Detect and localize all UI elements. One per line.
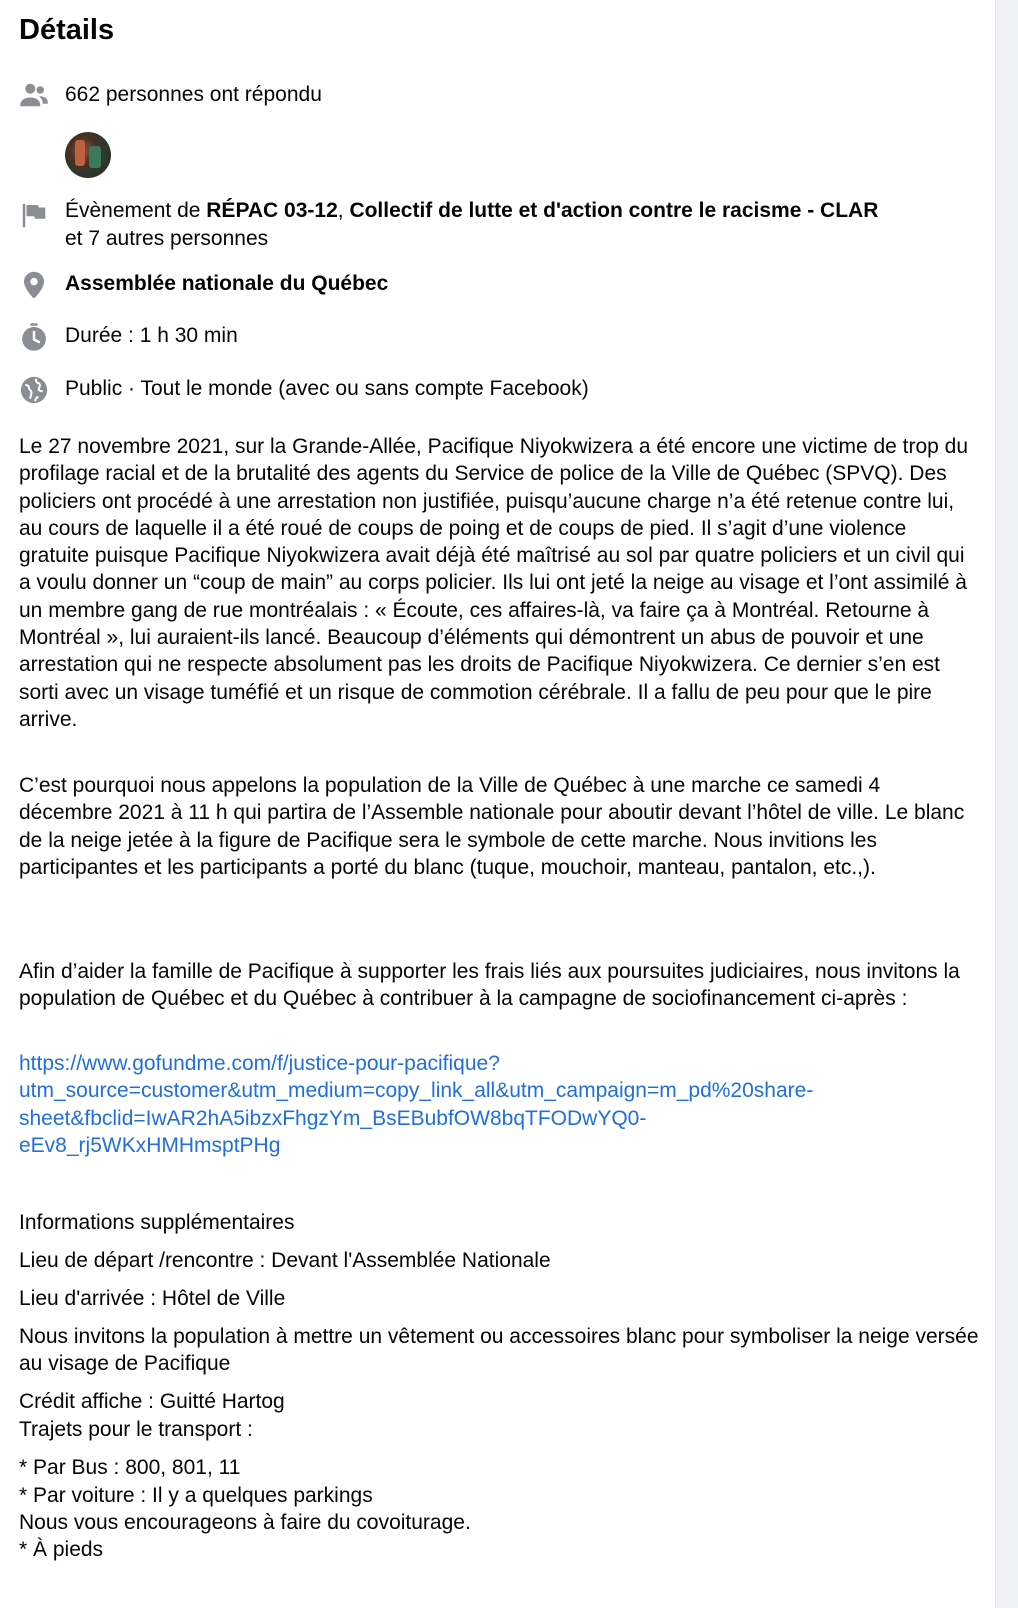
- description-paragraph-1: Le 27 novembre 2021, sur la Grande-Allée, Pacifique Niyokwizera a été encore une victime de trop du profilage racial et de la brutalité des agents du Service de police de la Ville de Québec (SPVQ). Des policiers ont procédé à une arrestation non justifiée, puisqu’aucune charge n’a été retenue contre lui, au cours de laquelle il a été roué de coups de poing et de coups de pied. Il s’agit d’une violence gratuite puisque Pacifique Niyokwizera avait déjà été maîtrisé au sol par quatre policiers et un civil qui a voulu donner un “coup de main” au corps policier. Ils lui ont jeté la neige au visage et l’ont assimilé à un membre gang de rue montréalais : « Écoute, ces affaires-là, va faire ça à Montréal. Retourne à Montréal », lui auraient-ils lancé. Beaucoup d’éléments qui démontrent un abus de pouvoir et une arrestation qui ne respecte absolument pas les droits de Pacifique Niyokwizera. Ce dernier s’en est sorti avec un visage tuméfié et un risque de commotion cérébrale. Il a fallu de peu pour que le pire arrive.: [19, 435, 969, 731]
- location-name[interactable]: Assemblée nationale du Québec: [65, 272, 389, 295]
- host-link-repac[interactable]: RÉPAC 03-12: [206, 199, 338, 222]
- page-background-edge: [995, 0, 1018, 1608]
- section-title: Détails: [19, 14, 115, 46]
- privacy-row: [19, 375, 49, 405]
- transport-title: Trajets pour le transport :: [19, 1418, 253, 1441]
- event-host-row: [19, 200, 49, 230]
- poster-credit: Crédit affiche : Guitté Hartog: [19, 1390, 285, 1413]
- white-clothing-invite: Nous invitons la population à mettre un vêtement ou accessoires blanc pour symboliser la neige versée au visage de Pacifique: [19, 1325, 979, 1376]
- description-paragraph-3: Afin d’aider la famille de Pacifique à supporter les frais liés aux poursuites judiciaires, nous invitons la population de Québec et du Québec à contribuer à la campagne de sociofinancement ci-après :: [19, 960, 960, 1011]
- link-line: sheet&fbclid=IwAR2hA5ibzxFhgzYm_BsEBubfOW8bqTFODwYQ0-: [19, 1106, 647, 1130]
- walking-info: * À pieds: [19, 1538, 104, 1561]
- carpool-info: Nous vous encourageons à faire du covoiturage.: [19, 1511, 471, 1534]
- link-line: utm_source=customer&utm_medium=copy_link_all&utm_campaign=m_pd%20share-: [19, 1079, 814, 1103]
- description-paragraph-2: C’est pourquoi nous appelons la population de la Ville de Québec à une marche ce samedi 4 décembre 2021 à 11 h qui partira de l’Assemble nationale pour aboutir devant l’hôtel de ville. Le blanc de la neige jetée à la figure de Pacifique sera le symbole de cette marche. Nous invitions les participantes et les participants a porté du blanc (tuque, mouchoir, manteau, pantalon, etc.,).: [19, 774, 965, 879]
- host-prefix: Évènement de: [65, 199, 207, 222]
- flag-icon: [19, 200, 49, 230]
- departure-place: Lieu de départ /rencontre : Devant l'Assemblée Nationale: [19, 1249, 551, 1272]
- host-others[interactable]: et 7 autres personnes: [65, 227, 269, 250]
- arrival-place: Lieu d'arrivée : Hôtel de Ville: [19, 1287, 286, 1310]
- location-row: [19, 270, 49, 300]
- responded-row: [19, 80, 49, 110]
- event-host-text: [65, 197, 965, 253]
- people-icon: [19, 80, 49, 110]
- stopwatch-icon: [19, 322, 49, 352]
- car-info: * Par voiture : Il y a quelques parkings: [19, 1484, 373, 1507]
- responded-count[interactable]: 662 personnes ont répondu: [65, 83, 322, 106]
- extra-info-title: Informations supplémentaires: [19, 1211, 295, 1234]
- globe-icon: [19, 375, 49, 405]
- host-separator: ,: [337, 199, 350, 222]
- avatar[interactable]: [65, 132, 111, 178]
- bus-info: * Par Bus : 800, 801, 11: [19, 1456, 241, 1479]
- duration: Durée : 1 h 30 min: [65, 324, 238, 347]
- location-pin-icon: [19, 270, 49, 300]
- link-line: eEv8_rj5WKxHMHmsptPHg: [19, 1133, 281, 1157]
- privacy: Public · Tout le monde (avec ou sans compte Facebook): [65, 377, 589, 400]
- gofundme-link[interactable]: [19, 1050, 979, 1159]
- duration-row: [19, 322, 49, 352]
- host-link-clar[interactable]: Collectif de lutte et d'action contre le racisme - CLAR: [349, 199, 879, 222]
- link-line: https://www.gofundme.com/f/justice-pour-pacifique?: [19, 1052, 500, 1075]
